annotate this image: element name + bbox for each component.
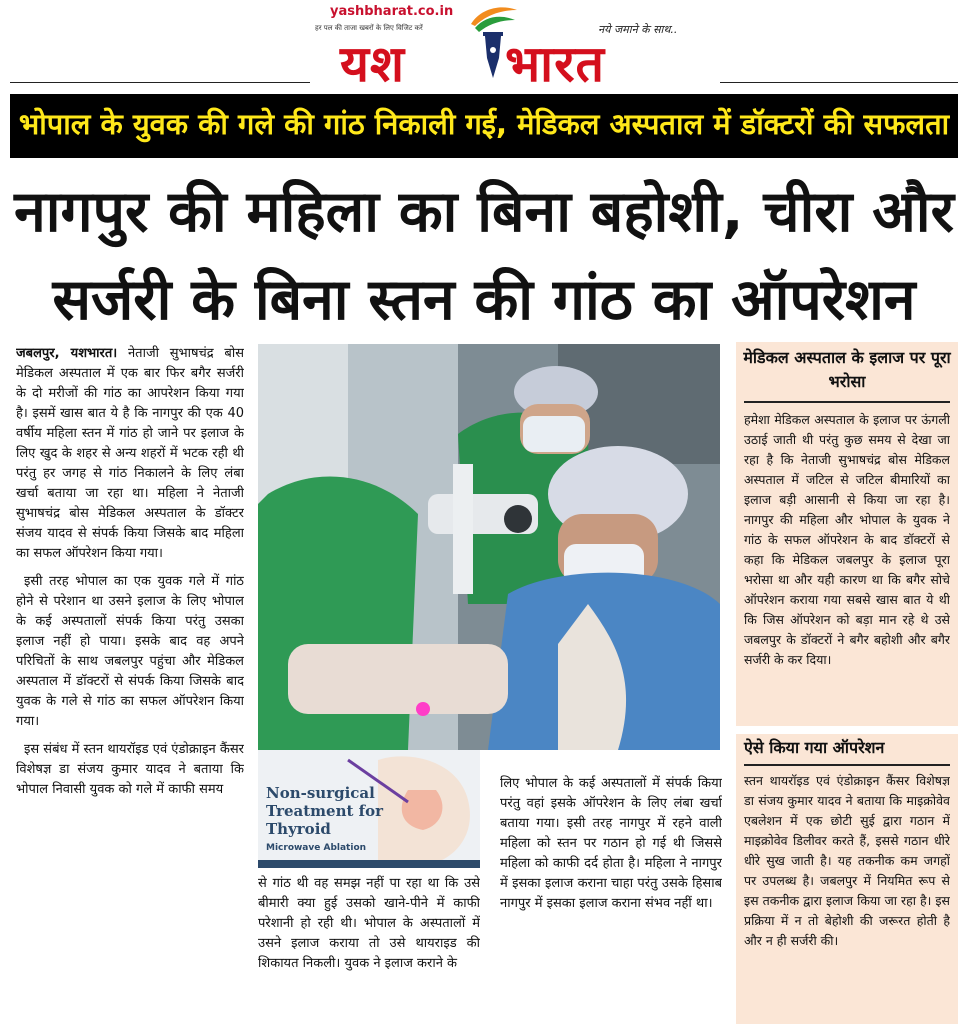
headline-line-2: सर्जरी के बिना स्तन की गांठ का ऑपरेशन <box>52 267 916 333</box>
kicker-headline: भोपाल के युवक की गले की गांठ निकाली गई, मेडिकल अस्पताल में डॉक्टरों की सफलता <box>18 107 950 141</box>
sidebar-heading-1: मेडिकल अस्पताल के इलाज पर पूरा भरोसा <box>743 348 951 391</box>
sidebar-heading-2: ऐसे किया गया ऑपरेशन <box>744 738 885 757</box>
sidebar-rule-1 <box>744 401 950 403</box>
masthead-tagline-left: हर पल की ताजा खबरों के लिए विजिट करें <box>315 24 423 32</box>
inset-subtitle: Microwave Ablation <box>266 843 367 853</box>
article-column-1 <box>16 344 244 1024</box>
sidebar-text-1: हमेशा मेडिकल अस्पताल के इलाज पर ऊंगली उठाई जाती थी परंतु कुछ समय से देखा जा रहा है कि नेताजी सुभाषचंद्र बोस मेडिकल अस्पताल में जटिल से जटिल बीमारियों का इलाज बड़ी आसानी से किया जा रहा है। नागपुर की महिला और भोपाल के युवक ने गांठ के सफल ऑपरेशन के बाद डॉक्टरों से कहा कि मेडिकल जबलपुर के इलाज पूरा भरोसा था और यही कारण था कि बगैर सोचे ऑपरेशन कराया गया सबसे खास बात ये थी कि जिस ऑपरेशन को बड़ा मान रहे थे उसे जबलपुर के डॉक्टरों ने बगैर बहोशी और बगैर सर्जरी के कर दिया। <box>744 412 950 667</box>
masthead-rule-left <box>10 82 310 83</box>
dateline: जबलपुर, यशभारत। <box>16 346 118 361</box>
col1-paragraph-3: इस संबंध में स्तन थायरॉइड एवं एंडोक्राइन कैंसर विशेषज्ञ डा संजय कुमार यादव ने बताया कि भोपाल निवासी युवक को गले में काफी समय <box>16 742 244 797</box>
site-url: yashbharat.co.in <box>330 4 454 19</box>
sidebar-separator <box>736 726 958 734</box>
inset-title: Non-surgical Treatment for Thyroid <box>266 784 383 838</box>
paper-name-right: भारत <box>505 34 606 93</box>
headline-line-1: नागपुर की महिला का बिना बहोशी, चीरा और <box>14 179 954 245</box>
masthead-rule-right <box>720 82 958 83</box>
article-column-2: से गांठ थी वह समझ नहीं पा रहा था कि उसे बीमारी क्या हुई उसको खाने-पीने में काफी परेशानी हो रही थी। भोपाल के अस्पतालों में उसने इलाज कराया तो उसे थायराइड की शिकायत निकली। युवक ने इलाज कराने के <box>258 876 480 971</box>
surgery-photo <box>258 344 720 750</box>
paper-name-left: यश <box>340 34 405 93</box>
sidebar-text-2: स्तन थायरॉइड एवं एंडोक्राइन कैंसर विशेषज्ञ डा संजय कुमार यादव ने बताया कि माइक्रोवेव एबलेशन में एक छोटी सुई द्वारा गठान में माइक्रोवेव डिलीवर करते हैं, इससे गठान धीरे धीरे सुख जाती है। यह तकनीक कम जगहों पर उपलब्ध है। जबलपुर में नियमित रूप से इस तकनीक द्वारा इलाज किया जा रहा है। इस प्रक्रिया में न तो बेहोशी की जरूरत होती है और न ही सर्जरी की। <box>744 773 950 948</box>
masthead-tagline-right: नये जमाने के साथ.. <box>598 23 678 36</box>
article-column-3: लिए भोपाल के कई अस्पतालों में संपर्क किया परंतु वहां इसके ऑपरेशन के लिए लंबा खर्चा बताया गया। इसी तरह नागपुर में रहने वाली महिला को स्तन पर गठान हो गई थी जिससे महिला को काफी दर्द होता है। महिला ने नागपुर में इसका इलाज कराना चाहा परंतु उसके हिसाब नागपुर में इसका इलाज कराना संभव नहीं था। <box>500 776 722 911</box>
col1-paragraph-1: नेताजी सुभाषचंद्र बोस मेडिकल अस्पताल में एक बार फिर बगैर सर्जरी के दो मरीजों की गांठ का आपरेशन किया गया है। इसमें खास बात ये है कि नागपुर की एक 40 वर्षीय महिला स्तन में गांठ हो जाने पर इलाज के लिए खुद के शहर से अन्य शहरों में भटक रही थी परंतु हर जगह से गांठ निकालने के लिए लंबा खर्चा बताया जा रहा था। महिला ने नेताजी सुभाषचंद्र बोस मेडिकल अस्पताल के डॉक्टर संजय यादव से संपर्क किया जिसके बाद महिला का सफल ऑपरेशन किया गया। <box>16 346 244 561</box>
sidebar-rule-2 <box>744 764 950 766</box>
col1-paragraph-2: इसी तरह भोपाल का एक युवक गले में गांठ होने से परेशान था उसने इलाज के लिए भोपाल के कई अस्पतालों संपर्क किया परंतु उसका इलाज नहीं हो पाया। इसके बाद वह अपने परिचितों के साथ जबलपुर पहुंचा और मेडिकल अस्पताल में डॉक्टरों से संपर्क किया जिसके बाद युवक के गले से गांठ का सफल ऑपरेशन किया गया। <box>16 574 244 729</box>
